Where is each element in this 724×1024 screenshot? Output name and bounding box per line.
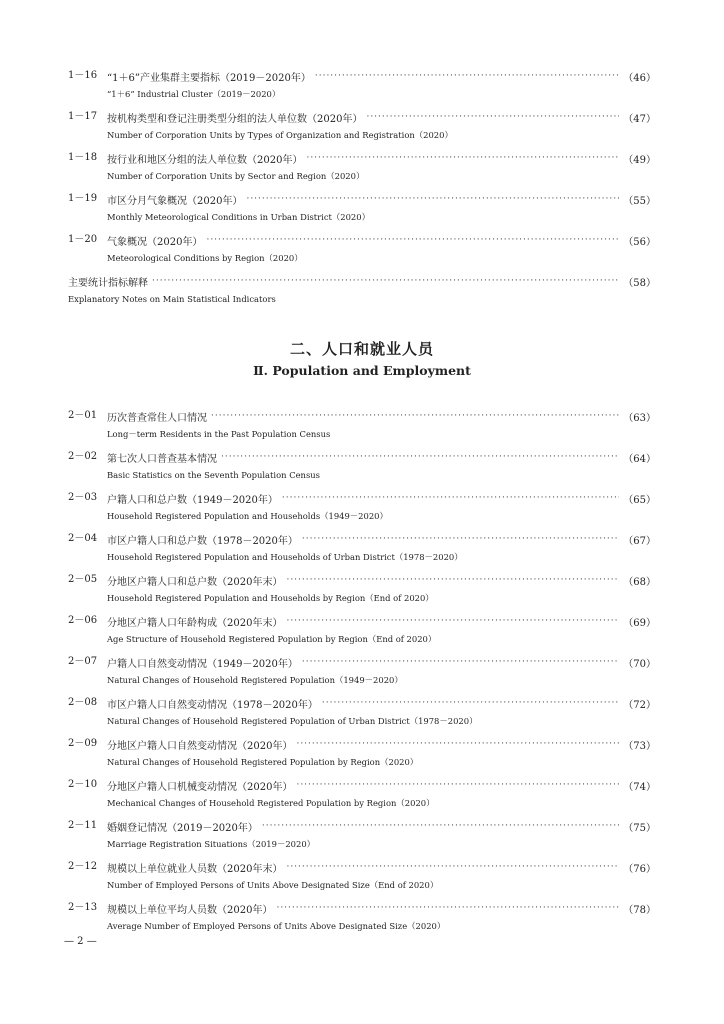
toc-entry-1-17 [0,108,724,140]
toc-entry-2-06 [0,612,724,644]
entry-title-zh: 分地区户籍人口年龄构成（2020年末） [107,617,283,629]
entry-title-en: Natural Changes of Household Registered Population（1949－2020） [107,675,403,685]
leader-dots [315,67,619,85]
toc-entry-2-12 [0,858,724,890]
leader-dots [296,735,619,753]
toc-entry-1-19 [0,190,724,222]
entry-number: 2－06 [68,615,98,626]
entry-number: 2－08 [68,697,98,708]
entry-title-en: Mechanical Changes of Household Registered Population by Region（2020） [107,798,435,808]
entry-page: （76） [623,863,656,875]
entry-title-en: Marriage Registration Situations（2019－2020） [107,839,316,849]
leader-dots [276,899,619,917]
entry-title-zh: 市区户籍人口自然变动情况（1978－2020年） [107,699,318,711]
entry-title-zh: 分地区户籍人口和总户数（2020年末） [107,576,283,588]
leader-dots [262,817,619,835]
entry-title-zh: 气象概况（2020年） [107,236,203,248]
entry-number: 2－11 [68,820,98,831]
entry-number: 1－16 [68,70,98,81]
leader-dots [221,448,619,466]
leader-dots [286,612,619,630]
leader-dots [206,231,619,249]
entry-number: 2－10 [68,779,98,790]
entry-title-en: Household Registered Population and Households of Urban District（1978－2020） [107,552,463,562]
entry-title-zh: “1＋6”产业集群主要指标（2019－2020年） [107,72,311,84]
toc-entry-2-02 [0,448,724,480]
toc-entry-2-10 [0,776,724,808]
entry-number: 2－12 [68,861,98,872]
toc-entry-2-03 [0,489,724,521]
entry-page: （72） [623,699,656,711]
toc-entry-2-09 [0,735,724,767]
section-title-en: Ⅱ. Population and Employment [253,363,471,378]
leader-dots [322,694,619,712]
entry-number: 2－13 [68,902,98,913]
entry-page: （68） [623,576,656,588]
entry-title-zh: 历次普查常住人口情况 [107,412,207,424]
toc-entry-1-20 [0,231,724,263]
leader-dots [282,489,619,507]
entry-title-zh: 市区户籍人口和总户数（1978－2020年） [107,535,298,547]
entry-title-en: Natural Changes of Household Registered Population by Region（2020） [107,757,419,767]
leader-dots [366,108,619,126]
entry-page: （47） [623,113,656,125]
entry-page: （75） [623,822,656,834]
entry-number: 1－19 [68,193,98,204]
entry-page: （49） [623,154,656,166]
toc-entry-explanatory [0,272,724,304]
entry-title-zh: 主要统计指标解释 [68,277,148,289]
entry-title-en: Long－term Residents in the Past Population Census [107,429,331,439]
toc-entry-2-13 [0,899,724,931]
entry-page: （63） [623,412,656,424]
entry-number: 1－17 [68,111,98,122]
leader-dots [302,530,619,548]
leader-dots [286,571,619,589]
entry-page: （65） [623,494,656,506]
entry-title-zh: 规模以上单位平均人员数（2020年） [107,904,273,916]
entry-title-en: Basic Statistics on the Seventh Population Census [107,470,320,480]
entry-number: 2－04 [68,533,98,544]
entry-title-zh: 分地区户籍人口机械变动情况（2020年） [107,781,293,793]
leader-dots [152,272,619,290]
entry-title-en: Explanatory Notes on Main Statistical Indicators [68,294,276,304]
entry-title-zh: 婚姻登记情况（2019－2020年） [107,822,258,834]
entry-page: （64） [623,453,656,465]
entry-title-en: “1＋6” Industrial Cluster（2019－2020） [107,89,281,99]
section-title-zh: 二、人口和就业人员 [289,340,434,358]
entry-title-en: Household Registered Population and Households by Region（End of 2020） [107,593,434,603]
entry-number: 2－07 [68,656,98,667]
entry-number: 2－02 [68,451,98,462]
entry-title-zh: 户籍人口自然变动情况（1949－2020年） [107,658,298,670]
entry-number: 2－03 [68,492,98,503]
entry-number: 2－05 [68,574,98,585]
entry-title-en: Number of Corporation Units by Sector and Region（2020） [107,171,365,181]
entry-title-en: Average Number of Employed Persons of Units Above Designated Size（2020） [107,921,446,931]
toc-entry-2-08 [0,694,724,726]
entry-title-en: Age Structure of Household Registered Population by Region（End of 2020） [107,634,437,644]
leader-dots [286,858,619,876]
leader-dots [246,190,619,208]
entry-number: 2－09 [68,738,98,749]
entry-page: （58） [623,277,656,289]
entry-number: 1－18 [68,152,98,163]
leader-dots [302,653,619,671]
entry-title-zh: 户籍人口和总户数（1949－2020年） [107,494,278,506]
entry-page: （46） [623,72,656,84]
entry-title-en: Monthly Meteorological Conditions in Urban District（2020） [107,212,370,222]
entry-title-zh: 分地区户籍人口自然变动情况（2020年） [107,740,293,752]
entry-page: （67） [623,535,656,547]
toc-entry-2-04 [0,530,724,562]
leader-dots [211,407,619,425]
entry-page: （73） [623,740,656,752]
leader-dots [296,776,619,794]
toc-entry-1-16 [0,67,724,99]
entry-page: （55） [623,195,656,207]
entry-title-zh: 按行业和地区分组的法人单位数（2020年） [107,154,303,166]
leader-dots [306,149,619,167]
entry-title-zh: 市区分月气象概况（2020年） [107,195,243,207]
entry-title-en: Number of Employed Persons of Units Above Designated Size（End of 2020） [107,880,439,890]
entry-page: （78） [623,904,656,916]
entry-number: 1－20 [68,234,98,245]
toc-entry-2-07 [0,653,724,685]
toc-entry-2-11 [0,817,724,849]
entry-title-en: Household Registered Population and Households（1949－2020） [107,511,388,521]
entry-number: 2－01 [68,410,98,421]
entry-title-zh: 规模以上单位就业人员数（2020年末） [107,863,283,875]
entry-title-zh: 按机构类型和登记注册类型分组的法人单位数（2020年） [107,113,363,125]
entry-title-en: Meteorological Conditions by Region（2020） [107,253,303,263]
entry-page: （70） [623,658,656,670]
toc-entry-1-18 [0,149,724,181]
page-number: — 2 — [64,936,97,947]
toc-entry-2-05 [0,571,724,603]
entry-title-en: Natural Changes of Household Registered Population of Urban District（1978－2020） [107,716,478,726]
entry-page: （74） [623,781,656,793]
entry-title-zh: 第七次人口普查基本情况 [107,453,217,465]
entry-page: （56） [623,236,656,248]
toc-entry-2-01 [0,407,724,439]
entry-page: （69） [623,617,656,629]
entry-title-en: Number of Corporation Units by Types of Organization and Registration（2020） [107,130,453,140]
